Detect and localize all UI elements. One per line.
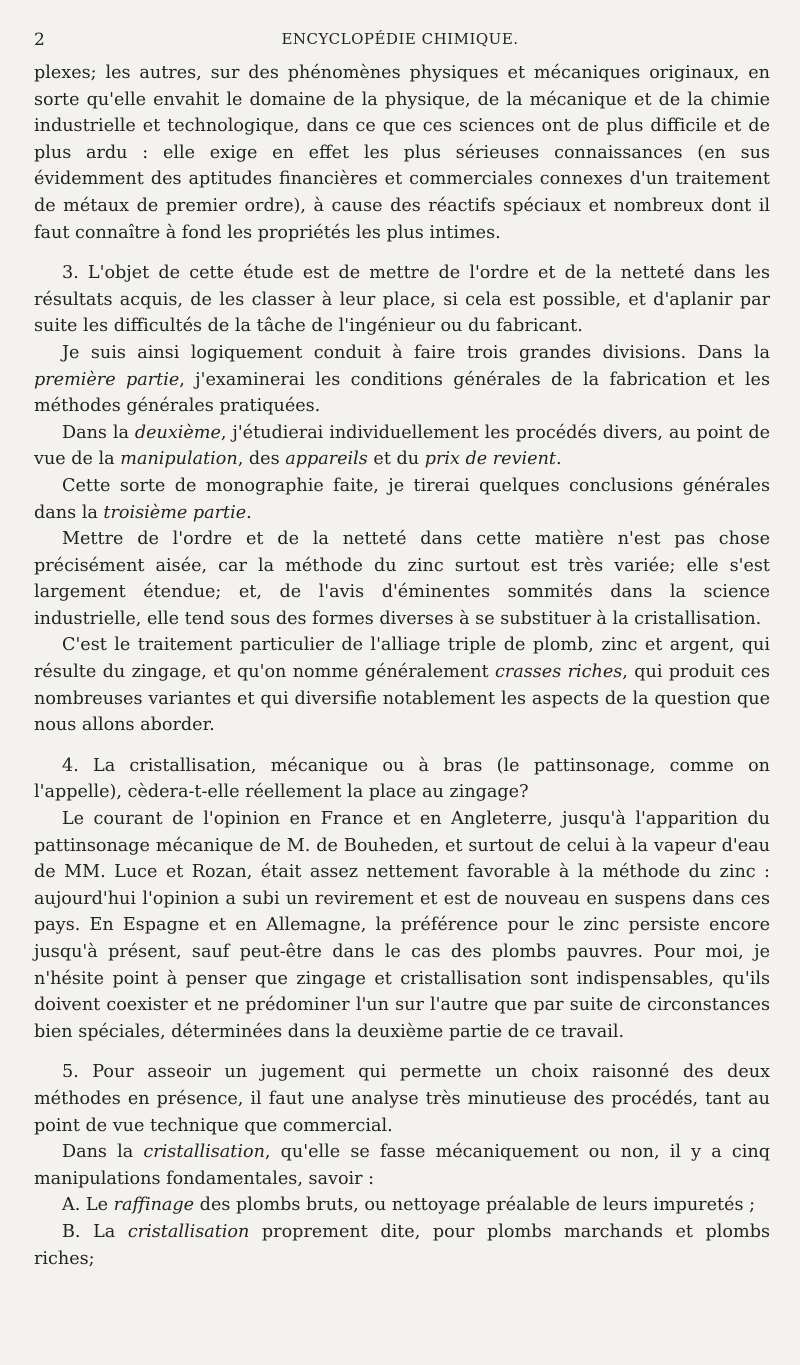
list-item-a: A. Le raffinage des plombs bruts, ou nettoyage préalable de leurs impuretés ; [62,1195,756,1216]
body-text [34,60,770,1272]
running-title: ENCYCLOPÉDIE CHIMIQUE. [281,30,519,48]
paragraph-second-part: Dans la deuxième, j'étudierai individuellement les procédés divers, au point de vue de la manipulation, des appareils et du prix de revient. [34,422,770,470]
paragraph-third-part: Cette sorte de monographie faite, je tirerai quelques conclusions générales dans la troisième partie. [34,475,770,523]
paragraph-divisions: Je suis ainsi logiquement conduit à faire trois grandes divisions. Dans la première partie, j'examinerai les conditions générales de la fabrication et les méthodes générales pratiquées. [34,342,770,417]
paragraph-section-3: 3. L'objet de cette étude est de mettre de l'ordre et de la netteté dans les résultats acquis, de les classer à leur place, si cela est possible, et d'aplanir par suite les difficultés de la tâche de l'ingénieur ou du fabricant. [34,263,770,337]
page-header [34,30,766,54]
paragraph-opinion: Le courant de l'opinion en France et en Angleterre, jusqu'à l'apparition du pattinsonage mécanique de M. de Bouheden, et surtout de celui à la vapeur d'eau de MM. Luce et Rozan, était assez nettement favorable à la méthode du zinc : aujourd'hui l'opinion a subi un revirement et est de nouveau en suspens dans ces pays. En Espagne et en Allemagne, la préférence pour le zinc persiste encore jusqu'à présent, sauf peut-être dans le cas des plombs pauvres. Pour moi, je n'hésite point à penser que zingage et cristallisation sont indispensables, qu'ils doivent coexister et ne prédominer l'un sur l'autre que par suite de circonstances bien spéciales, déterminées dans la deuxième partie de ce travail. [34,809,770,1042]
paragraph-section-4: 4. La cristallisation, mécanique ou à bras (le pattinsonage, comme on l'appelle), cèdera-t-elle réellement la place au zingage? [34,755,770,803]
paragraph-manipulations: Dans la cristallisation, qu'elle se fasse mécaniquement ou non, il y a cinq manipulations fondamentales, savoir : [34,1142,770,1189]
page-number: 2 [34,30,45,50]
paragraph-continuation: plexes; les autres, sur des phénomènes physiques et mécaniques originaux, en sorte qu'elle envahit le domaine de la physique, de la mécanique et de la chimie industrielle et technologique, dans ce que ces sciences ont de plus difficile et de plus ardu : elle exige en effet les plus sérieuses connaissances (en sus évidemment des aptitudes financières et commerciales connexes d'un traitement de métaux de premier ordre), à cause des réactifs spéciaux et nombreux dont il faut connaître à fond les propriétés les plus intimes. [34,63,770,243]
paragraph-section-5: 5. Pour asseoir un jugement qui permette un choix raisonné des deux méthodes en présence, il faut une analyse très minutieuse des procédés, tant au point de vue technique que commercial. [34,1062,770,1136]
list-item-b: B. La cristallisation proprement dite, pour plombs marchands et plombs riches; [34,1221,771,1269]
paragraph-alloy: C'est le traitement particulier de l'alliage triple de plomb, zinc et argent, qui résulte du zingage, et qu'on nomme généralement crasses riches, qui produit ces nombreuses variantes et qui diversifie notablement les aspects de la question que nous allons aborder. [34,635,771,736]
paragraph-order: Mettre de l'ordre et de la netteté dans cette matière n'est pas chose précisément aisée, car la méthode du zinc surtout est très variée; elle s'est largement étendue; et, de l'avis d'éminentes sommités dans la science industrielle, elle tend sous des formes diverses à se substituer à la cristallisation. [34,529,770,629]
